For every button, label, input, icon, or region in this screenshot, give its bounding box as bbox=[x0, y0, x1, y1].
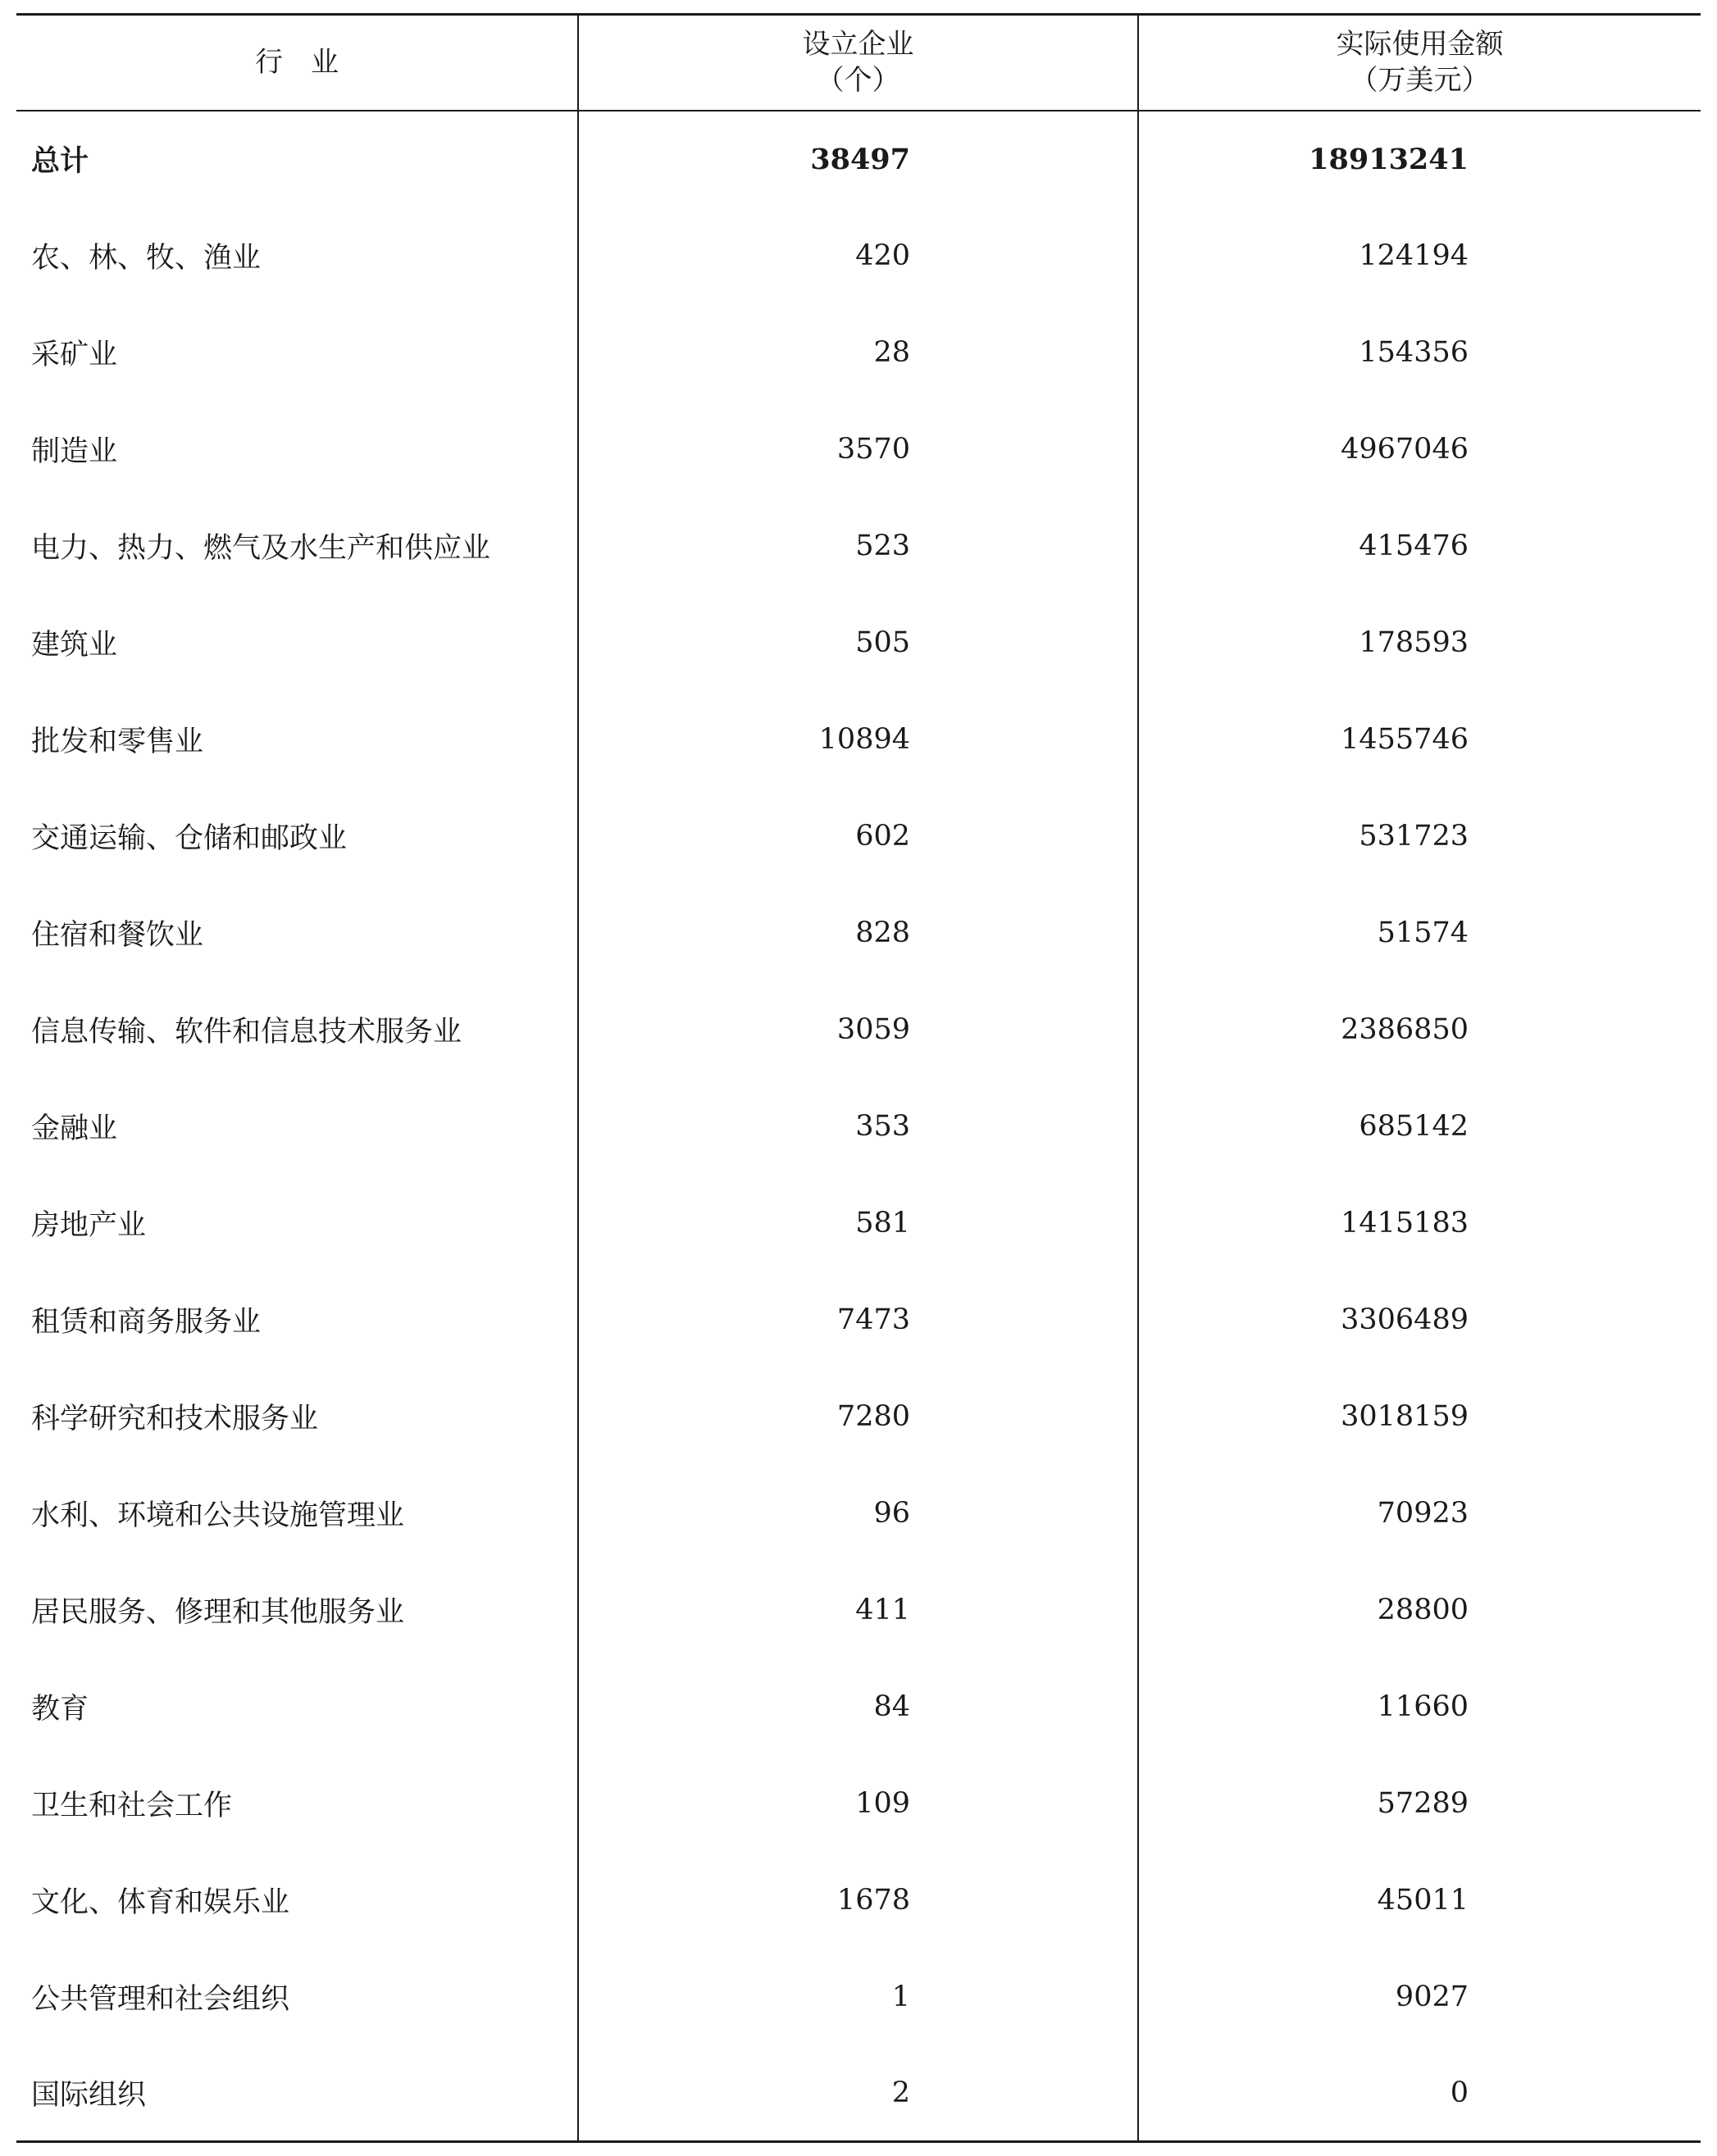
header-industry-label: 行 业 bbox=[255, 46, 339, 80]
enterprises-count-cell: 602 bbox=[578, 788, 1138, 885]
header-enterprises-unit: （个） bbox=[816, 64, 900, 98]
table-row bbox=[16, 498, 1701, 594]
table-row bbox=[16, 401, 1701, 498]
table-row bbox=[16, 691, 1701, 788]
industry-name-cell: 科学研究和技术服务业 bbox=[31, 1402, 319, 1435]
amount-cell: 415476 bbox=[1138, 498, 1701, 594]
enterprises-count-cell: 38497 bbox=[578, 111, 1138, 207]
header-amount-label: 实际使用金额 bbox=[1336, 28, 1504, 61]
table-row bbox=[16, 885, 1701, 981]
enterprises-count-cell: 7280 bbox=[578, 1368, 1138, 1465]
header-row bbox=[16, 15, 1701, 111]
enterprises-count-cell: 7473 bbox=[578, 1271, 1138, 1368]
industry-name-cell: 水利、环境和公共设施管理业 bbox=[31, 1499, 405, 1532]
amount-cell: 9027 bbox=[1138, 1949, 1701, 2045]
amount-cell: 531723 bbox=[1138, 788, 1701, 885]
table-row bbox=[16, 1949, 1701, 2045]
header-enterprises bbox=[578, 15, 1138, 111]
industry-name-cell: 国际组织 bbox=[16, 2045, 578, 2142]
industry-name-cell: 文化、体育和娱乐业 bbox=[31, 1885, 290, 1919]
table-row bbox=[16, 594, 1701, 691]
enterprises-count-cell: 411 bbox=[578, 1562, 1138, 1658]
amount-cell: 3018159 bbox=[1138, 1368, 1701, 1465]
industry-name-cell: 租赁和商务服务业 bbox=[31, 1305, 262, 1339]
amount-cell: 2386850 bbox=[1138, 981, 1701, 1078]
industry-name-cell: 建筑业 bbox=[31, 628, 118, 662]
industry-name-cell: 制造业 bbox=[31, 434, 118, 468]
industry-name-cell: 教育 bbox=[31, 1692, 89, 1726]
table-body bbox=[16, 111, 1701, 2142]
industry-name-cell: 卫生和社会工作 bbox=[31, 1789, 233, 1822]
amount-cell: 0 bbox=[1138, 2045, 1701, 2142]
industry-name-cell: 采矿业 bbox=[31, 338, 118, 371]
amount-cell: 70923 bbox=[1138, 1465, 1701, 1562]
table-row bbox=[16, 981, 1701, 1078]
industry-name-cell: 信息传输、软件和信息技术服务业 bbox=[31, 1015, 462, 1048]
amount-cell: 11660 bbox=[1138, 1658, 1701, 1755]
enterprises-count-cell: 28 bbox=[578, 304, 1138, 401]
amount-cell: 57289 bbox=[1138, 1755, 1701, 1852]
table-row bbox=[16, 1562, 1701, 1658]
amount-cell: 124194 bbox=[1138, 207, 1701, 304]
table-row bbox=[16, 788, 1701, 885]
amount-cell: 178593 bbox=[1138, 594, 1701, 691]
enterprises-count-cell: 3570 bbox=[578, 401, 1138, 498]
amount-cell: 28800 bbox=[1138, 1562, 1701, 1658]
enterprises-count-cell: 3059 bbox=[578, 981, 1138, 1078]
table-row bbox=[16, 1755, 1701, 1852]
table-row bbox=[16, 1465, 1701, 1562]
amount-cell: 4967046 bbox=[1138, 401, 1701, 498]
amount-cell: 685142 bbox=[1138, 1078, 1701, 1175]
industry-name-cell: 批发和零售业 bbox=[31, 725, 204, 758]
industry-name-cell: 金融业 bbox=[31, 1112, 118, 1145]
enterprises-count-cell: 523 bbox=[578, 498, 1138, 594]
header-amount bbox=[1138, 15, 1701, 111]
table-row bbox=[16, 1078, 1701, 1175]
enterprises-count-cell: 353 bbox=[578, 1078, 1138, 1175]
industry-name-cell: 房地产业 bbox=[31, 1208, 147, 1242]
industry-name-cell: 公共管理和社会组织 bbox=[31, 1982, 290, 2016]
table-row bbox=[16, 1271, 1701, 1368]
enterprises-count-cell: 581 bbox=[578, 1175, 1138, 1271]
enterprises-count-cell: 505 bbox=[578, 594, 1138, 691]
industry-name-cell: 农、林、牧、渔业 bbox=[31, 241, 262, 275]
industry-name-cell: 居民服务、修理和其他服务业 bbox=[31, 1595, 405, 1629]
table-row bbox=[16, 2045, 1701, 2142]
enterprises-count-cell: 109 bbox=[578, 1755, 1138, 1852]
amount-cell: 45011 bbox=[1138, 1852, 1701, 1949]
header-industry bbox=[16, 15, 578, 111]
industry-investment-table bbox=[16, 13, 1701, 2143]
industry-name-cell: 住宿和餐饮业 bbox=[31, 918, 204, 952]
amount-cell: 3306489 bbox=[1138, 1271, 1701, 1368]
table-row bbox=[16, 207, 1701, 304]
amount-cell: 1455746 bbox=[1138, 691, 1701, 788]
enterprises-count-cell: 1678 bbox=[578, 1852, 1138, 1949]
header-amount-unit: （万美元） bbox=[1350, 64, 1490, 98]
industry-name-cell: 总计 bbox=[31, 144, 89, 178]
table-row bbox=[16, 304, 1701, 401]
enterprises-count-cell: 96 bbox=[578, 1465, 1138, 1562]
industry-name-cell: 交通运输、仓储和邮政业 bbox=[31, 821, 348, 855]
amount-cell: 51574 bbox=[1138, 885, 1701, 981]
enterprises-count-cell: 420 bbox=[578, 207, 1138, 304]
total-row bbox=[16, 111, 1701, 207]
enterprises-count-cell: 10894 bbox=[578, 691, 1138, 788]
table-row bbox=[16, 1852, 1701, 1949]
enterprises-count-cell: 2 bbox=[578, 2045, 1138, 2142]
industry-name-cell: 电力、热力、燃气及水生产和供应业 bbox=[31, 531, 491, 565]
table-row bbox=[16, 1368, 1701, 1465]
enterprises-count-cell: 828 bbox=[578, 885, 1138, 981]
header-enterprises-label: 设立企业 bbox=[802, 28, 914, 61]
industry-investment-table-container bbox=[16, 13, 1701, 2143]
table-row bbox=[16, 1658, 1701, 1755]
amount-cell: 18913241 bbox=[1138, 111, 1701, 207]
amount-cell: 154356 bbox=[1138, 304, 1701, 401]
table-row bbox=[16, 1175, 1701, 1271]
table-header bbox=[16, 15, 1701, 111]
enterprises-count-cell: 84 bbox=[578, 1658, 1138, 1755]
enterprises-count-cell: 1 bbox=[578, 1949, 1138, 2045]
amount-cell: 1415183 bbox=[1138, 1175, 1701, 1271]
